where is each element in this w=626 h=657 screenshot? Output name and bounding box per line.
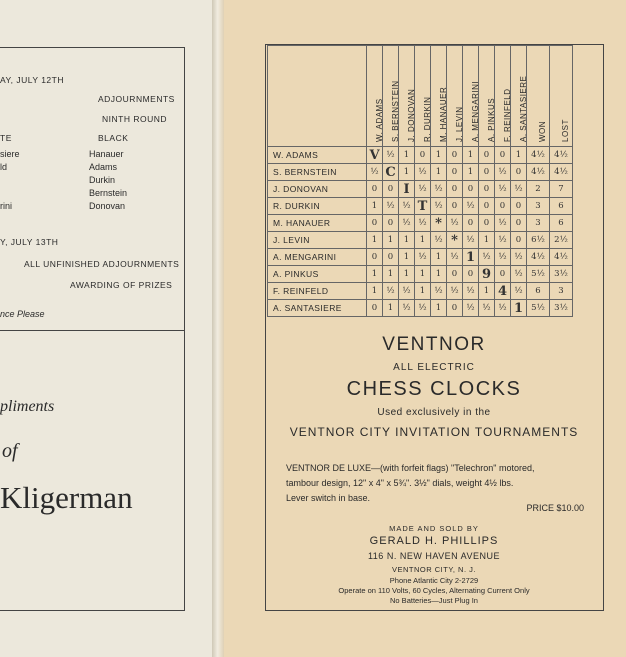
score-cell: 1 (367, 266, 383, 283)
score-cell: 0 (463, 215, 479, 232)
lost-cell: 3 (550, 283, 573, 300)
score-cell: 0 (447, 198, 463, 215)
score-cell: 0 (495, 266, 511, 283)
score-cell: 1 (463, 147, 479, 164)
lost-cell: 3½ (550, 266, 573, 283)
score-cell: 1 (367, 198, 383, 215)
col-header: W. ADAMS (367, 46, 383, 147)
score-cell: 0 (383, 181, 399, 198)
product-title: CHESS CLOCKS (346, 378, 522, 400)
score-cell: 4 (495, 283, 511, 300)
description-line: VENTNOR DE LUXE—(with forfeit flags) "Telechron" motored, (286, 463, 535, 473)
score-cell: 1 (415, 266, 431, 283)
price-label: PRICE $10.00 (526, 503, 584, 513)
score-cell: 0 (511, 198, 527, 215)
white-name: siere (0, 149, 20, 159)
score-cell: 0 (479, 215, 495, 232)
compliments-text: pliments (0, 398, 55, 415)
score-cell: ½ (367, 164, 383, 181)
player-name: J. LEVIN (268, 232, 367, 249)
used-line: Used exclusively in the (377, 407, 491, 418)
won-cell: 4½ (527, 249, 550, 266)
lost-header: LOST (550, 46, 573, 147)
lost-cell: 3½ (550, 300, 573, 317)
won-cell: 4½ (527, 147, 550, 164)
score-cell: ½ (383, 283, 399, 300)
score-cell: 0 (447, 300, 463, 317)
crosstable-row (268, 232, 573, 249)
player-name: M. HANAUER (268, 215, 367, 232)
black-name: Donovan (89, 201, 126, 211)
col-header: A. PINKUS (479, 46, 495, 147)
score-cell: 0 (495, 198, 511, 215)
score-cell: 1 (367, 232, 383, 249)
all-electric-label: ALL ELECTRIC (393, 362, 475, 373)
col-header: J. DONOVAN (399, 46, 415, 147)
score-cell: 1 (415, 283, 431, 300)
col-header: J. LEVIN (447, 46, 463, 147)
score-cell: 0 (479, 164, 495, 181)
score-cell: ½ (495, 300, 511, 317)
score-cell: ½ (415, 164, 431, 181)
score-cell: 0 (479, 147, 495, 164)
crosstable-row (268, 215, 573, 232)
date-heading-1: AY, JULY 12TH (0, 75, 64, 85)
crosstable-row (268, 300, 573, 317)
brand-title: VENTNOR (382, 334, 486, 355)
score-cell: 1 (431, 147, 447, 164)
black-name: Hanauer (89, 149, 124, 159)
score-cell: ½ (383, 147, 399, 164)
of-text: of (2, 440, 18, 462)
black-name: Durkin (89, 175, 116, 185)
col-header: A. SANTASIERE (511, 46, 527, 147)
score-cell: ½ (447, 283, 463, 300)
crosstable-header-row (268, 46, 573, 147)
black-name: Bernstein (89, 188, 128, 198)
silence-notice: nce Please (0, 309, 45, 319)
white-name: rini (0, 201, 13, 211)
score-cell: ½ (383, 198, 399, 215)
score-cell: 0 (511, 215, 527, 232)
won-header: WON (527, 46, 550, 147)
won-cell: 3 (527, 198, 550, 215)
score-cell: ½ (479, 249, 495, 266)
score-cell: 0 (447, 266, 463, 283)
player-name: A. MENGARINI (268, 249, 367, 266)
corner-cell (268, 46, 367, 147)
score-cell: 0 (367, 215, 383, 232)
score-cell: ½ (511, 249, 527, 266)
made-label: MADE AND SOLD BY (389, 524, 479, 533)
unfinished-label: ALL UNFINISHED ADJOURNMENTS (24, 259, 180, 269)
ninth-round-label: NINTH ROUND (102, 114, 167, 124)
score-cell: 9 (479, 266, 495, 283)
score-cell: 1 (431, 164, 447, 181)
won-cell: 4½ (527, 164, 550, 181)
lost-cell: 6 (550, 198, 573, 215)
score-cell: V (367, 147, 383, 164)
seller-city: VENTNOR CITY, N. J. (392, 565, 476, 574)
score-cell: * (431, 215, 447, 232)
white-name: ld (0, 162, 8, 172)
score-cell: ½ (495, 164, 511, 181)
score-cell: ½ (415, 181, 431, 198)
score-cell: 1 (431, 300, 447, 317)
adjournments-label: ADJOURNMENTS (98, 94, 175, 104)
score-cell: 0 (383, 215, 399, 232)
crosstable-row (268, 198, 573, 215)
score-cell: 1 (399, 266, 415, 283)
score-cell: 1 (463, 164, 479, 181)
lost-cell: 2½ (550, 232, 573, 249)
score-cell: ½ (447, 249, 463, 266)
score-cell: ½ (511, 283, 527, 300)
score-cell: ½ (399, 198, 415, 215)
player-name: R. DURKIN (268, 198, 367, 215)
batteries-note: No Batteries—Just Plug In (390, 596, 478, 605)
score-cell: ½ (431, 232, 447, 249)
score-cell: ½ (463, 232, 479, 249)
seller-address: 116 N. NEW HAVEN AVENUE (367, 551, 501, 561)
score-cell: I (399, 181, 415, 198)
won-cell: 5½ (527, 300, 550, 317)
crosstable-row (268, 266, 573, 283)
score-cell: 0 (447, 147, 463, 164)
tournaments-line: VENTNOR CITY INVITATION TOURNAMENTS (289, 425, 579, 439)
crosstable-row (268, 181, 573, 198)
score-cell: 1 (431, 266, 447, 283)
score-cell: 1 (399, 249, 415, 266)
won-cell: 3 (527, 215, 550, 232)
lost-cell: 4½ (550, 164, 573, 181)
score-cell: 1 (511, 300, 527, 317)
score-cell: 1 (367, 283, 383, 300)
awarding-label: AWARDING OF PRIZES (70, 280, 173, 290)
score-cell: ½ (431, 198, 447, 215)
score-cell: 0 (479, 181, 495, 198)
score-cell: ½ (495, 249, 511, 266)
crosstable-row (268, 147, 573, 164)
score-cell: ½ (463, 283, 479, 300)
black-heading: BLACK (98, 133, 129, 143)
score-cell: ½ (495, 181, 511, 198)
player-name: J. DONOVAN (268, 181, 367, 198)
crosstable-row (268, 164, 573, 181)
score-cell: 1 (479, 283, 495, 300)
score-cell: ½ (399, 215, 415, 232)
score-cell: 1 (399, 232, 415, 249)
crosstable-row (268, 283, 573, 300)
seller-phone: Phone Atlantic City 2-2729 (389, 576, 479, 585)
won-cell: 2 (527, 181, 550, 198)
score-cell: 1 (399, 147, 415, 164)
col-header: R. DURKIN (415, 46, 431, 147)
score-cell: 0 (495, 147, 511, 164)
col-header: M. HANAUER (431, 46, 447, 147)
score-cell: ½ (399, 300, 415, 317)
score-cell: 0 (415, 147, 431, 164)
description-line: Lever switch in base. (286, 493, 371, 503)
score-cell: 0 (383, 249, 399, 266)
white-heading: TE (0, 133, 12, 143)
crosstable (267, 45, 573, 317)
score-cell: 0 (463, 181, 479, 198)
score-cell: ½ (511, 266, 527, 283)
score-cell: ½ (415, 249, 431, 266)
score-cell: ½ (415, 215, 431, 232)
score-cell: 0 (367, 300, 383, 317)
score-cell: ½ (463, 198, 479, 215)
score-cell: 1 (383, 266, 399, 283)
col-header: F. REINFELD (495, 46, 511, 147)
lost-cell: 4½ (550, 147, 573, 164)
score-cell: 1 (399, 164, 415, 181)
player-name: W. ADAMS (268, 147, 367, 164)
score-cell: 1 (463, 249, 479, 266)
score-cell: ½ (495, 215, 511, 232)
score-cell: 1 (431, 249, 447, 266)
score-cell: 1 (383, 300, 399, 317)
left-page (0, 0, 216, 657)
player-name: F. REINFELD (268, 283, 367, 300)
score-cell: ½ (511, 181, 527, 198)
date-heading-2: Y, JULY 13TH (0, 237, 59, 247)
lost-cell: 4½ (550, 249, 573, 266)
score-cell: ½ (431, 283, 447, 300)
score-cell: ½ (463, 300, 479, 317)
score-cell: 0 (511, 232, 527, 249)
score-cell: 0 (463, 266, 479, 283)
score-cell: 0 (367, 181, 383, 198)
lost-cell: 6 (550, 215, 573, 232)
score-cell: ½ (479, 300, 495, 317)
left-frame (0, 47, 185, 611)
score-cell: C (383, 164, 399, 181)
player-name: S. BERNSTEIN (268, 164, 367, 181)
won-cell: 5½ (527, 266, 550, 283)
score-cell: 0 (367, 249, 383, 266)
score-cell: 1 (479, 232, 495, 249)
player-name: A. SANTASIERE (268, 300, 367, 317)
col-header: A. MENGARINI (463, 46, 479, 147)
black-name: Adams (89, 162, 118, 172)
score-cell: ½ (415, 300, 431, 317)
score-cell: 0 (479, 198, 495, 215)
score-cell: 0 (447, 181, 463, 198)
description-line: tambour design, 12" x 4" x 5¾". 3½" dials, weight 4½ lbs. (286, 478, 514, 488)
score-cell: ½ (431, 181, 447, 198)
score-cell: ½ (447, 215, 463, 232)
col-header: S. BERNSTEIN (383, 46, 399, 147)
score-cell: ½ (495, 232, 511, 249)
score-cell: T (415, 198, 431, 215)
score-cell: 0 (447, 164, 463, 181)
crosstable-row (268, 249, 573, 266)
operate-note: Operate on 110 Volts, 60 Cycles, Alternating Current Only (338, 586, 530, 595)
score-cell: 1 (383, 232, 399, 249)
lost-cell: 7 (550, 181, 573, 198)
score-cell: 1 (415, 232, 431, 249)
won-cell: 6 (527, 283, 550, 300)
score-cell: ½ (399, 283, 415, 300)
won-cell: 6½ (527, 232, 550, 249)
kligerman-text: Kligerman (0, 480, 133, 515)
player-name: A. PINKUS (268, 266, 367, 283)
score-cell: * (447, 232, 463, 249)
score-cell: 1 (511, 147, 527, 164)
left-divider (0, 330, 184, 331)
score-cell: 0 (511, 164, 527, 181)
seller-name: GERALD H. PHILLIPS (369, 535, 499, 547)
